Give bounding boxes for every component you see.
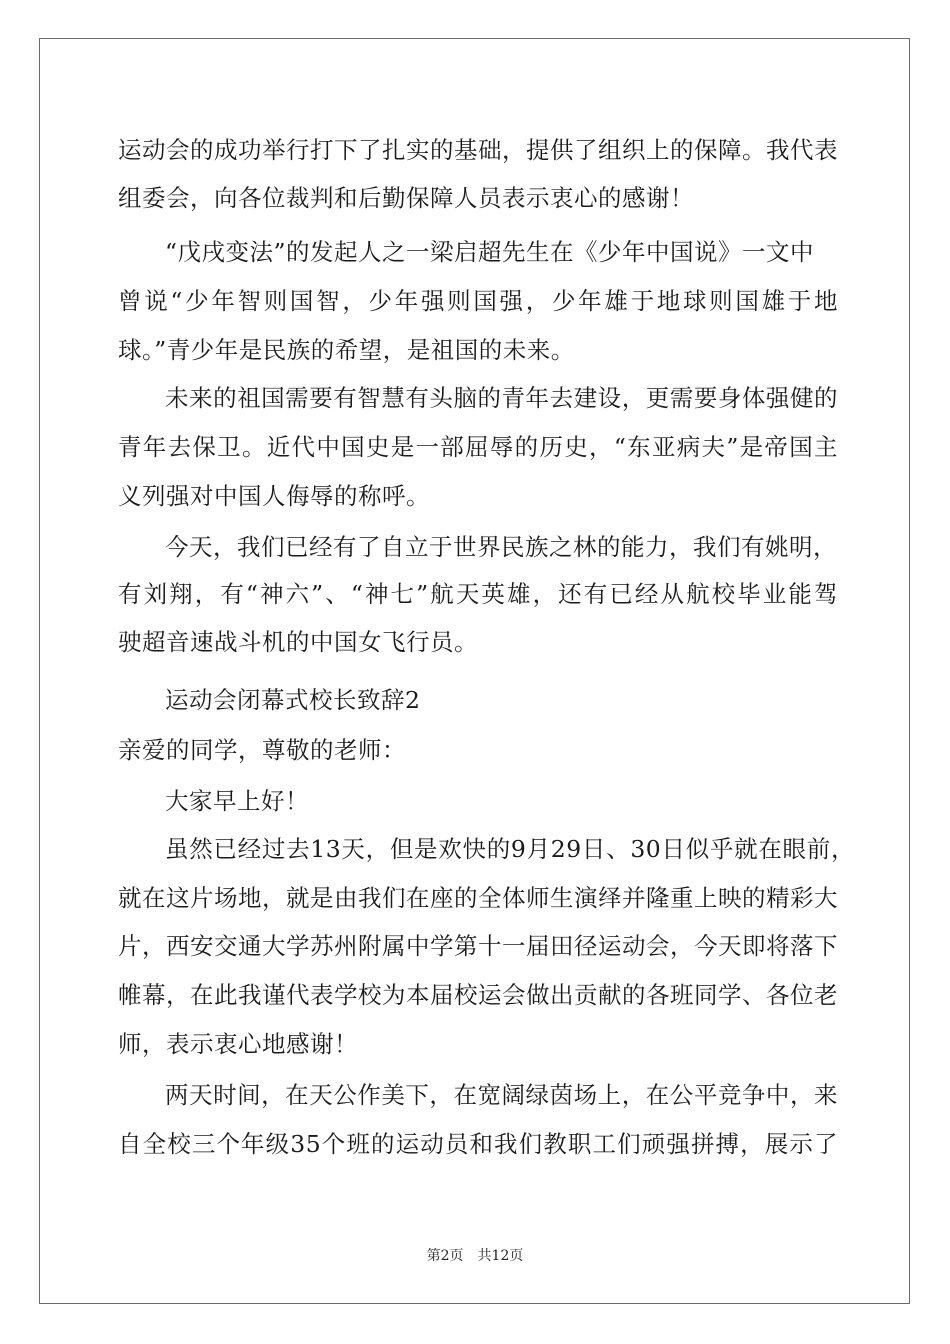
text-line: 未来的祖国需要有智慧有头脑的青年去建设，更需要身体强健的 bbox=[165, 384, 838, 412]
text-line: 运动会的成功举行打下了扎实的基础，提供了组织上的保障。我代表 bbox=[118, 136, 838, 164]
text-line: 球。”青少年是民族的希望，是祖国的未来。 bbox=[118, 336, 575, 364]
page-footer bbox=[0, 1247, 950, 1265]
text-line: 师，表示衷心地感谢！ bbox=[118, 1030, 358, 1058]
text-line: 义列强对中国人侮辱的称呼。 bbox=[118, 482, 430, 510]
text-line: 虽然已经过去13天，但是欢快的9月29日、30日似乎就在眼前， bbox=[165, 835, 855, 863]
text-line: 两天时间，在天公作美下，在宽阔绿茵场上，在公平竞争中，来 bbox=[165, 1081, 838, 1109]
text-line: 自全校三个年级35个班的运动员和我们教职工们顽强拼搏，展示了 bbox=[118, 1130, 838, 1158]
salutation: 亲爱的同学，尊敬的老师： bbox=[118, 736, 406, 764]
text-line: “戊戌变法”的发起人之一梁启超先生在《少年中国说》一文中 bbox=[165, 238, 815, 266]
page-total: 共12页 bbox=[477, 1248, 524, 1264]
section-title: 运动会闭幕式校长致辞2 bbox=[165, 686, 421, 714]
text-line: 就在这片场地，就是由我们在座的全体师生演绎并隆重上映的精彩大 bbox=[118, 884, 838, 912]
greeting: 大家早上好！ bbox=[165, 787, 309, 815]
text-line: 驶超音速战斗机的中国女飞行员。 bbox=[118, 628, 478, 656]
text-line: 曾说“少年智则国智，少年强则国强，少年雄于地球则国雄于地 bbox=[118, 287, 838, 315]
page-number: 第2页 bbox=[426, 1248, 464, 1264]
text-line: 青年去保卫。近代中国史是一部屈辱的历史，“东亚病夫”是帝国主 bbox=[118, 433, 838, 461]
text-line: 组委会，向各位裁判和后勤保障人员表示衷心的感谢！ bbox=[118, 184, 694, 212]
text-line: 有刘翔，有“神六”、“神七”航天英雄，还有已经从航校毕业能驾 bbox=[118, 580, 838, 608]
text-line: 帷幕，在此我谨代表学校为本届校运会做出贡献的各班同学、各位老 bbox=[118, 981, 838, 1009]
text-line: 片，西安交通大学苏州附属中学第十一届田径运动会，今天即将落下 bbox=[118, 932, 838, 960]
text-line: 今天，我们已经有了自立于世界民族之林的能力，我们有姚明， bbox=[165, 533, 837, 561]
page-border bbox=[39, 38, 910, 1304]
